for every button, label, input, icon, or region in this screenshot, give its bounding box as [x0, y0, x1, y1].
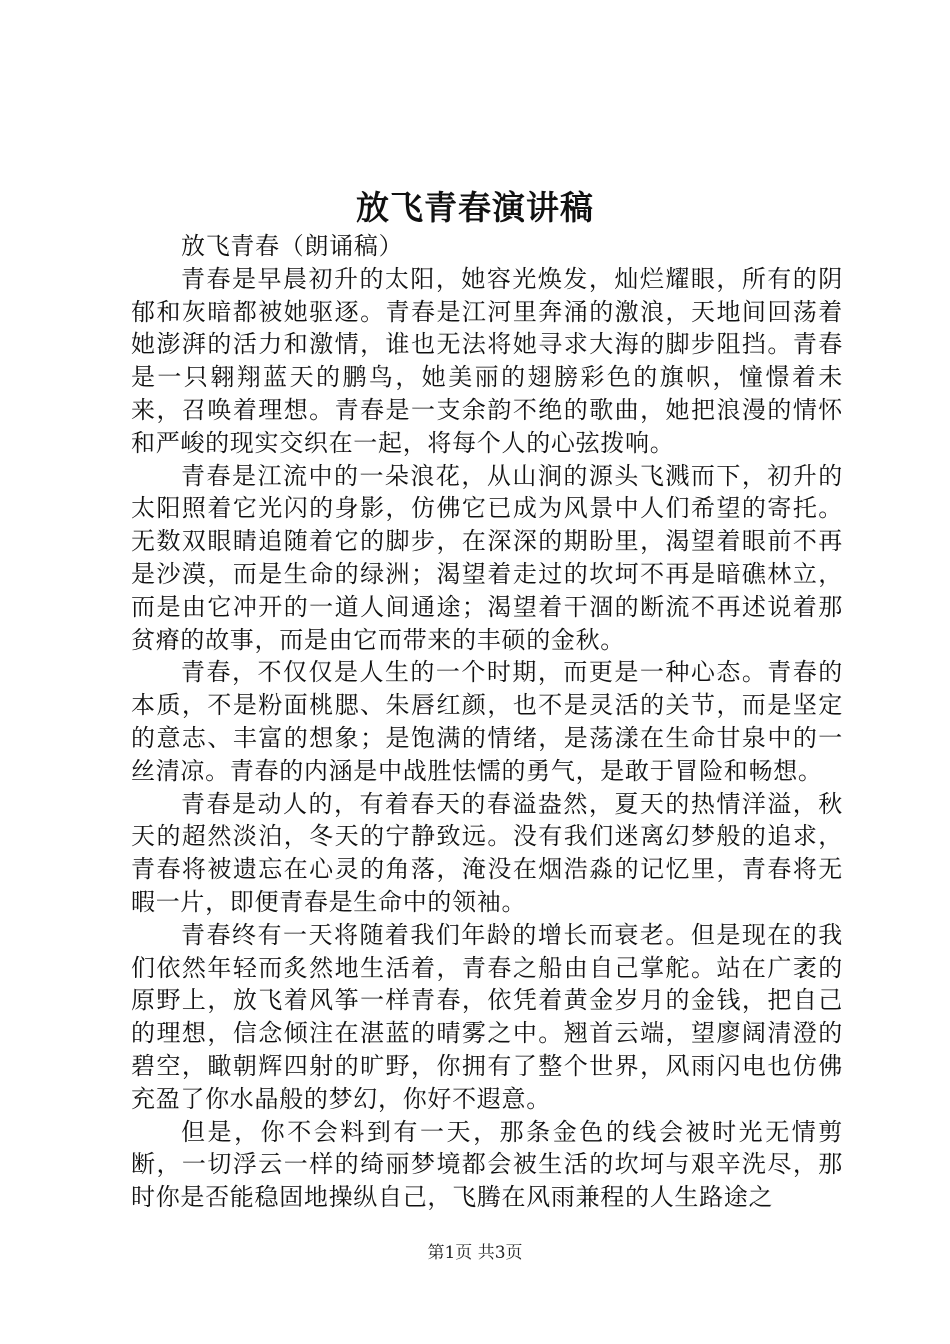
document-subtitle: 放飞青春（朗诵稿） — [181, 232, 404, 260]
paragraph-5: 青春终有一天将随着我们年龄的增长而衰老。但是现在的我们依然年轻而炙然地生活着，青春之船由自己掌舵。站在广袤的原野上，放飞着风筝一样青春，依凭着黄金岁月的金钱，把自己的理想，信念倾注在湛蓝的晴雾之中。翘首云端，望廖阔清澄的碧空，瞰朝辉四射的旷野，你拥有了整个世界，风雨闪电也仿佛充盈了你水晶般的梦幻，你好不遐意。 — [131, 920, 843, 1113]
document-body — [131, 230, 843, 1214]
document-title: 放飞青春演讲稿 — [356, 188, 594, 227]
paragraph-1: 青春是早晨初升的太阳，她容光焕发，灿烂耀眼，所有的阴郁和灰暗都被她驱逐。青春是江河里奔涌的激浪，天地间回荡着她澎湃的活力和激情，谁也无法将她寻求大海的脚步阻挡。青春是一只翱翔蓝天的鹏鸟，她美丽的翅膀彩色的旗帜，憧憬着未来，召唤着理想。青春是一支余韵不绝的歌曲，她把浪漫的情怀和严峻的现实交织在一起，将每个人的心弦拨响。 — [131, 264, 843, 457]
paragraph-2: 青春是江流中的一朵浪花，从山涧的源头飞溅而下，初升的太阳照着它光闪的身影，仿佛它已成为风景中人们希望的寄托。无数双眼睛追随着它的脚步，在深深的期盼里，渴望着眼前不再是沙漠，而是生命的绿洲；渴望着走过的坎坷不再是暗礁林立，而是由它冲开的一道人间通途；渴望着干涸的断流不再述说着那贫瘠的故事，而是由它而带来的丰硕的金秋。 — [131, 461, 843, 654]
paragraph-3: 青春，不仅仅是人生的一个时期，而更是一种心态。青春的本质，不是粉面桃腮、朱唇红颜，也不是灵活的关节，而是坚定的意志、丰富的想象；是饱满的情绪，是荡漾在生命甘泉中的一丝清凉。青春的内涵是中战胜怯懦的勇气，是敢于冒险和畅想。 — [131, 658, 843, 785]
paragraph-4: 青春是动人的，有着春天的春溢盎然，夏天的热情洋溢，秋天的超然淡泊，冬天的宁静致远。没有我们迷离幻梦般的追求，青春将被遗忘在心灵的角落，淹没在烟浩淼的记忆里，青春将无暇一片，即便青春是生命中的领袖。 — [131, 789, 843, 916]
page-footer: 第1页 共3页 — [427, 1243, 523, 1263]
paragraph-6: 但是，你不会料到有一天，那条金色的线会被时光无情剪断，一切浮云一样的绮丽梦境都会被生活的坎坷与艰辛洗尽，那时你是否能稳固地操纵自己，飞腾在风雨兼程的人生路途之 — [131, 1117, 843, 1212]
